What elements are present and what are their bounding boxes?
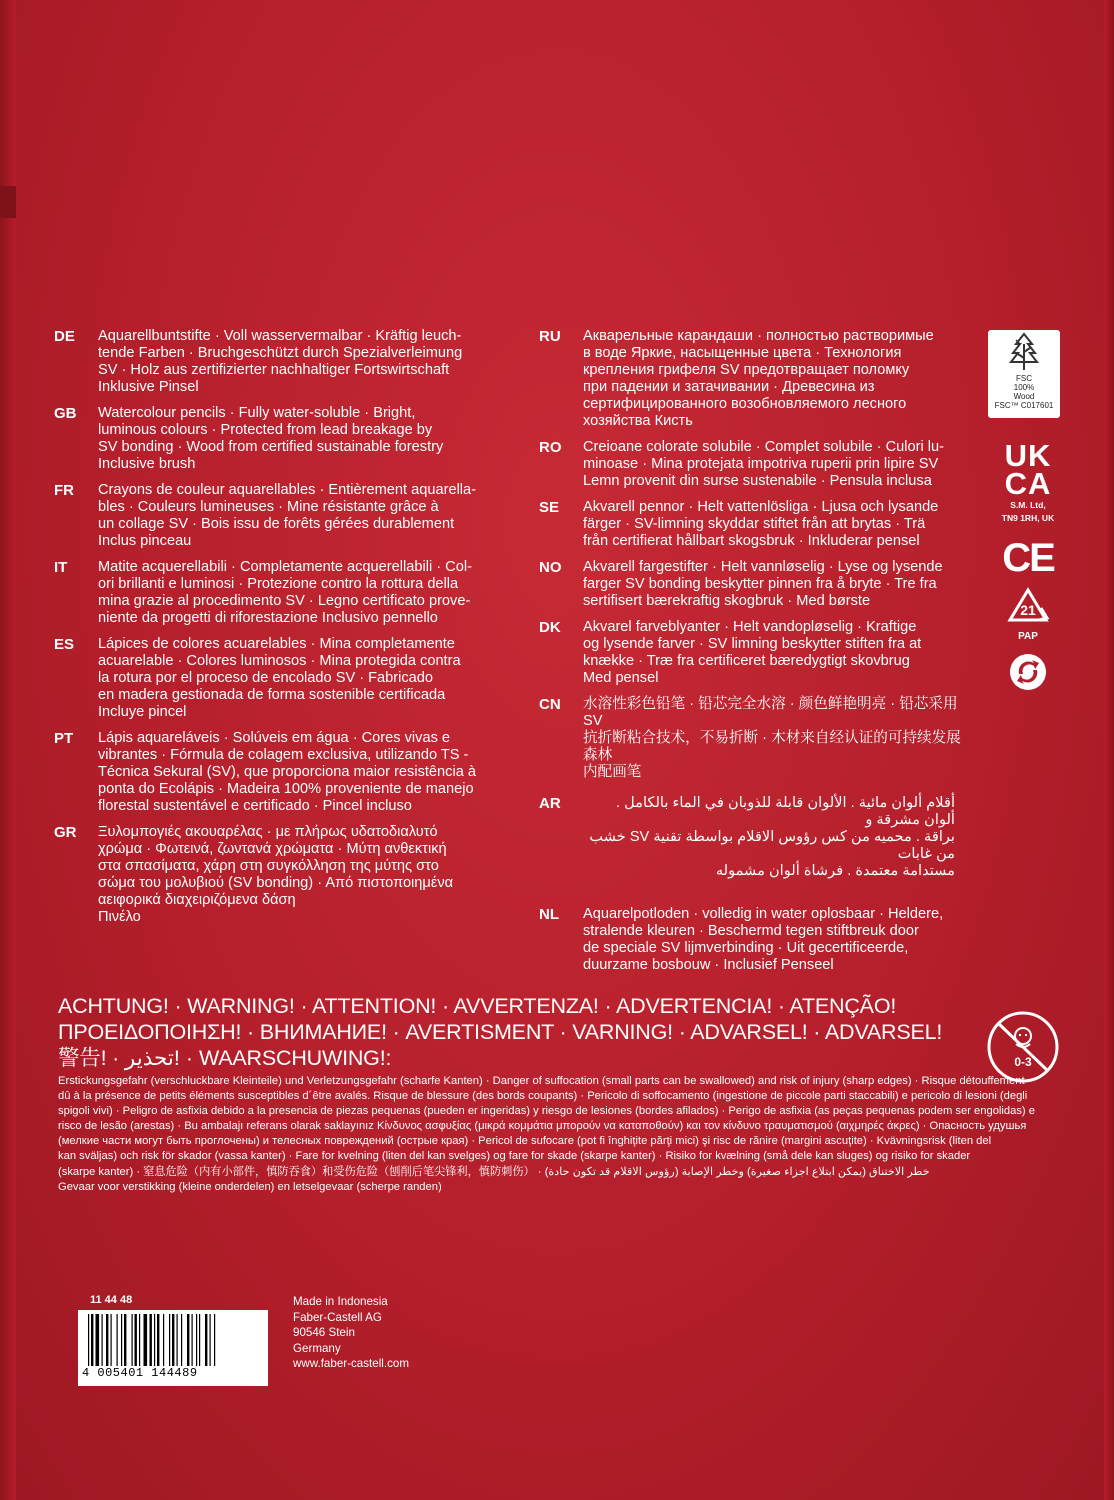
barcode-bar bbox=[121, 1314, 122, 1366]
barcode-bar bbox=[106, 1314, 108, 1366]
barcode-bar bbox=[177, 1314, 178, 1366]
description-line: og lysende farver · SV limning beskytter stiften fra at bbox=[583, 636, 922, 652]
language-code: NL bbox=[539, 906, 559, 923]
ukca-address-line1: S.M. Ltd, bbox=[1010, 500, 1046, 510]
description-line: сертифицированного возобновляемого лесного bbox=[583, 396, 907, 412]
language-block-ru bbox=[535, 328, 975, 430]
language-code: RU bbox=[539, 328, 561, 345]
description-line: luminous colours · Protected from lead breakage by bbox=[98, 422, 433, 438]
description-line: Aquarelpotloden · volledig in water oplosbaar · Heldere, bbox=[583, 906, 944, 922]
language-code: DE bbox=[54, 328, 75, 345]
barcode-bar bbox=[214, 1314, 215, 1366]
language-column-left bbox=[50, 328, 500, 926]
warning-body-line: (skarpe kanter) · 窒息危险（内有小部件，慎防吞食）和受伤危险（刨削后笔尖锋利，慎防刺伤） · خطر الاختناق (يمكن ابتلاع اجزاء صغيرة) وخطر الإصابة (رؤوس الاقلام قد تكون حادة) bbox=[58, 1165, 930, 1178]
description-line: أقلام ألوان مائية . الألوان قابلة للذوبان في الماء بالكامل . ألوان مشرقة و bbox=[616, 795, 955, 828]
description-line: χρώμα · Φωτεινά, ζωντανά χρώματα · Μύτη ανθεκτική bbox=[98, 841, 447, 857]
description-line: Inclus pinceau bbox=[98, 533, 192, 549]
description-line: Akvarell pennor · Helt vattenlösliga · Ljusa och lysande bbox=[583, 499, 939, 515]
description-line: mina grazie al procedimento SV · Legno certificato prove- bbox=[98, 593, 471, 609]
description-line: Lápices de colores acuarelables · Mina completamente bbox=[98, 636, 455, 652]
fsc-percent: 100% bbox=[1013, 383, 1035, 392]
description-line: крепления грифеля SV предотвращает поломку bbox=[583, 362, 910, 378]
warning-titles bbox=[58, 993, 963, 1071]
barcode-bar bbox=[181, 1314, 182, 1366]
postal-address: 90546 Stein bbox=[293, 1326, 355, 1339]
description-line: Aquarellbuntstifte · Voll wasservermalbar · Kräftig leuch- bbox=[98, 328, 462, 344]
company-name: Faber-Castell AG bbox=[293, 1310, 382, 1324]
barcode-bar bbox=[172, 1314, 174, 1366]
barcode-bar bbox=[144, 1314, 148, 1366]
barcode-bar bbox=[135, 1314, 137, 1366]
description-line: στα σπασίματα, χάρη στη συγκόλληση της μύτης στο bbox=[98, 858, 439, 874]
language-block-no bbox=[535, 559, 975, 610]
description-line: مستدامة معتمدة . فرشاة ألوان مشموله bbox=[715, 863, 955, 879]
left-fold-edge bbox=[0, 0, 16, 1500]
language-block-fr bbox=[50, 482, 500, 550]
description-line: Akvarell fargestifter · Helt vannløselig · Lyse og lysende bbox=[583, 559, 943, 575]
description-line: stralende kleuren · Beschermd tegen stiftbreuk door bbox=[583, 923, 919, 939]
description-line: från certifierat hållbart skogsbruk · Inkluderar pensel bbox=[583, 533, 920, 549]
warning-body-line: dû à la présence de petits éléments susceptibles d´être avalés. Risque de blessure (des bords coupants) · Pericolo di soffocamento (ingestione de piccole parti staccabili) e pericolo di lesioni (degli bbox=[58, 1090, 1028, 1103]
description-line: хозяйства Кисть bbox=[583, 413, 693, 429]
language-code: IT bbox=[54, 559, 68, 576]
fsc-material: Wood bbox=[1013, 392, 1035, 401]
description-line: Watercolour pencils · Fully water-soluble · Bright, bbox=[98, 405, 416, 421]
barcode-bar bbox=[196, 1314, 197, 1366]
language-block-se bbox=[535, 499, 975, 550]
barcode-bar bbox=[154, 1314, 155, 1366]
description-line: Inclusive brush bbox=[98, 456, 196, 472]
language-code: DK bbox=[539, 619, 561, 636]
description-line: Akvarel farveblyanter · Helt vandopløselig · Kraftige bbox=[583, 619, 917, 635]
ce-mark: CE bbox=[1002, 536, 1054, 580]
product-code: 11 44 48 bbox=[90, 1294, 133, 1306]
barcode-bars bbox=[88, 1314, 260, 1366]
certification-icons bbox=[988, 330, 1068, 697]
barcode-bar bbox=[124, 1314, 126, 1366]
description-line: niente da progetti di riforestazione Inclusivo pennello bbox=[98, 610, 438, 626]
description-line: براقة . محميه من كس رؤوس الاقلام بواسطة تقنية SV خشب من غابات bbox=[589, 829, 955, 862]
description-line: SV bonding · Wood from certified sustainable forestry bbox=[98, 439, 444, 455]
description-line: sertifisert bærekraftig skogbruk · Med børste bbox=[583, 593, 871, 609]
description-line: Lápis aquareláveis · Solúveis em água · Cores vivas e bbox=[98, 730, 451, 746]
description-line: Inklusive Pinsel bbox=[98, 379, 199, 395]
language-block-gr bbox=[50, 824, 500, 926]
language-code: CN bbox=[539, 696, 561, 713]
description-line: de speciale SV lijmverbinding · Uit gecertificeerde, bbox=[583, 940, 909, 956]
description-line: 抗折断粘合技术，不易折断 · 木材来自经认证的可持续发展森林 bbox=[583, 730, 961, 763]
warning-text bbox=[58, 1074, 1058, 1195]
barcode-bar bbox=[157, 1314, 159, 1366]
description-line: σώμα του μολυβιού (SV bonding) · Από πιστοποιημένα bbox=[98, 875, 454, 891]
ukca-logo-line2: CA bbox=[1004, 466, 1052, 501]
made-in: Made in Indonesia bbox=[293, 1295, 388, 1308]
description-line: Incluye pincel bbox=[98, 704, 187, 720]
language-code: PT bbox=[54, 730, 74, 747]
warning-body-line: kan sväljas) och risk för skador (vassa kanter) · Fare for kvelning (liten del kan svelges) og fare for skade (skarpe kanter) · Risiko for kvælning (små dele kan sluges) og risiko for skader bbox=[58, 1150, 971, 1163]
language-code: SE bbox=[539, 499, 560, 516]
language-code: RO bbox=[539, 439, 562, 456]
language-code: FR bbox=[54, 482, 74, 499]
ukca-address-line2: TN9 1RH, UK bbox=[1001, 513, 1055, 523]
description-line: la rotura por el proceso de encolado SV · Fabricado bbox=[98, 670, 434, 686]
description-line: 内配画笔 bbox=[583, 764, 642, 780]
warning-title-line: ACHTUNG! · WARNING! · ATTENTION! · AVVERTENZA! · ADVERTENCIA! · ATENÇÃO! bbox=[58, 994, 897, 1018]
language-block-de bbox=[50, 328, 500, 396]
barcode-bar bbox=[88, 1314, 89, 1366]
not-for-children-icon bbox=[986, 1010, 1060, 1084]
description-line: minoase · Mina protejata impotriva ruperii prin lipire SV bbox=[583, 456, 939, 472]
barcode-bar bbox=[132, 1314, 133, 1366]
barcode-bar bbox=[117, 1314, 118, 1366]
ukca-logo-line1: UK bbox=[1004, 438, 1052, 473]
warning-title-line: ΠΡΟΕΙΔΟΠΟΙΗΣΗ! · ВНИМАНИЕ! · AVERTISMENT · VARNING! · ADVARSEL! · ADVARSEL! bbox=[58, 1020, 943, 1044]
language-column-right bbox=[535, 328, 975, 974]
warning-body-line: Gevaar voor verstikking (kleine onderdelen) en letselgevaar (scherpe randen) bbox=[58, 1180, 442, 1193]
fsc-badge bbox=[988, 330, 1060, 418]
language-code: GR bbox=[54, 824, 77, 841]
description-line: αειφορικά διαχειριζόμενα δάση bbox=[98, 892, 296, 908]
language-code: AR bbox=[539, 795, 561, 812]
barcode-bar bbox=[102, 1314, 103, 1366]
language-block-dk bbox=[535, 619, 975, 687]
green-dot-icon bbox=[1008, 652, 1048, 692]
warning-body-line: spigoli vivi) · Peligro de asfixia debido a la presencia de piezas pequenas (pueden er ingeridas) y riesgo de lesiones (bordes afilados) · Perigo de asfixia (as peças pequenas podem ser engolidas) e bbox=[58, 1105, 1035, 1118]
barcode-bar bbox=[187, 1314, 189, 1366]
fold-notch bbox=[0, 186, 16, 218]
description-line: Técnica Sekural (SV), que proporciona maior resistência à bbox=[98, 764, 476, 780]
description-line: Creioane colorate solubile · Complet solubile · Culori lu- bbox=[583, 439, 944, 455]
description-line: Акварельные карандаши · полностью растворимые bbox=[583, 328, 934, 344]
language-block-es bbox=[50, 636, 500, 721]
description-line: duurzame bosbouw · Inclusief Penseel bbox=[583, 957, 834, 973]
language-code: ES bbox=[54, 636, 75, 653]
language-code: NO bbox=[539, 559, 562, 576]
description-line: Ξυλομπογιές ακουαρέλας · με πλήρως υδατοδιαλυτό bbox=[98, 824, 438, 840]
description-line: при падении и затачивании · Древесина из bbox=[583, 379, 875, 395]
language-block-ro bbox=[535, 439, 975, 490]
warning-body-line: (мелкие части могут быть проглочены) и телесных повреждений (острые края) · Pericol de sufocare (pot fi înghiţite părţi mici) şi risc de rănire (margini ascuţite) · Kvävningsrisk (liten del bbox=[58, 1135, 992, 1148]
description-line: Matite acquerellabili · Completamente acquerellabili · Col- bbox=[98, 559, 472, 575]
description-line: acuarelable · Colores luminosos · Mina protegida contra bbox=[98, 653, 461, 669]
barcode-digits: 4 005401 144489 bbox=[82, 1366, 198, 1380]
barcode-bar bbox=[169, 1314, 170, 1366]
description-line: ponta do Ecolápis · Madeira 100% proveniente de manejo bbox=[98, 781, 474, 797]
description-line: vibrantes · Fórmula de colagem exclusiva, utilizando TS - bbox=[98, 747, 469, 763]
description-line: Crayons de couleur aquarellables · Entièrement aquarella- bbox=[98, 482, 477, 498]
description-line: bles · Couleurs lumineuses · Mine résistante grâce à bbox=[98, 499, 439, 515]
age-label: 0-3 bbox=[1014, 1055, 1032, 1069]
description-line: Πινέλο bbox=[98, 909, 141, 925]
language-block-ar bbox=[535, 795, 975, 880]
country: Germany bbox=[293, 1341, 341, 1355]
description-line: un collage SV · Bois issu de forêts gérées durablement bbox=[98, 516, 455, 532]
description-line: SV · Holz aus zertifizierter nachhaltiger Fortswirtschaft bbox=[98, 362, 450, 378]
language-block-pt bbox=[50, 730, 500, 815]
barcode-bar bbox=[139, 1314, 140, 1366]
barcode-bar bbox=[210, 1314, 211, 1366]
recycle-material: PAP bbox=[1018, 631, 1038, 642]
manufacturer-info bbox=[293, 1294, 409, 1372]
recycle-number: 21 bbox=[1020, 602, 1036, 618]
fsc-code: FSC™ C017601 bbox=[994, 401, 1054, 410]
barcode-bar bbox=[199, 1314, 200, 1366]
barcode-bar bbox=[111, 1314, 112, 1366]
website-link[interactable]: www.faber-castell.com bbox=[293, 1357, 409, 1370]
fsc-label: FSC bbox=[1016, 374, 1032, 383]
description-line: tende Farben · Bruchgeschützt durch Spezialverleimung bbox=[98, 345, 463, 361]
description-line: florestal sustentável e certificado · Pincel incluso bbox=[98, 798, 412, 814]
barcode-bar bbox=[91, 1314, 93, 1366]
recycle-triangle-icon bbox=[1005, 586, 1051, 626]
warning-body-line: risco de lesão (arestas) · Bu ambalajı referans olarak saklayınız Κίνδυνος ασφυξίας (μικρά κομμάτια μπορούν να καταποθούν) και τον κίνδυνο τραυματισμού (αιχμηρές άκρες) · Опасность удушья bbox=[58, 1120, 1027, 1133]
barcode-bar bbox=[96, 1314, 100, 1366]
description-line: Med pensel bbox=[583, 670, 659, 686]
warning-title-line: 警告! · تحذير! · WAARSCHUWING!: bbox=[58, 1046, 392, 1070]
warning-body-line: Erstickungsgefahr (verschluckbare Kleinteile) und Verletzungsgefahr (scharfe Kanten) · Danger of suffocation (small parts can be swallowed) and risk of injury (sharp edges) · Risque détouffement bbox=[58, 1075, 1025, 1087]
language-block-it bbox=[50, 559, 500, 627]
green-dot-mark bbox=[988, 652, 1068, 697]
barcode bbox=[78, 1310, 268, 1386]
description-line: ori brillanti e luminosi · Protezione contro la rottura della bbox=[98, 576, 459, 592]
description-line: farger SV bonding beskytter pinnen fra å bryte · Tre fra bbox=[583, 576, 937, 592]
description-line: en madera gestionada de forma sostenible certificada bbox=[98, 687, 446, 703]
language-code: GB bbox=[54, 405, 77, 422]
recycling-code-pap bbox=[988, 586, 1068, 642]
description-line: в воде Яркие, насыщенные цвета · Технология bbox=[583, 345, 902, 361]
description-line: knække · Træ fra certificeret bæredygtigt skovbrug bbox=[583, 653, 910, 669]
right-fold-edge bbox=[1104, 0, 1114, 1500]
description-line: Lemn provenit din surse sustenabile · Pensula inclusa bbox=[583, 473, 932, 489]
barcode-bar bbox=[150, 1314, 152, 1366]
description-line: 水溶性彩色铅笔 · 铅芯完全水溶 · 颜色鲜艳明亮 · 铅芯采用 SV bbox=[583, 696, 958, 729]
language-block-gb bbox=[50, 405, 500, 473]
barcode-bar bbox=[205, 1314, 207, 1366]
language-block-nl bbox=[535, 906, 975, 974]
language-block-cn bbox=[535, 696, 975, 781]
barcode-bar bbox=[192, 1314, 193, 1366]
barcode-bar bbox=[163, 1314, 164, 1366]
ukca-mark bbox=[988, 438, 1068, 524]
fsc-tree-icon bbox=[1004, 330, 1044, 374]
description-line: färger · SV-limning skyddar stiftet från att brytas · Trä bbox=[583, 516, 926, 532]
